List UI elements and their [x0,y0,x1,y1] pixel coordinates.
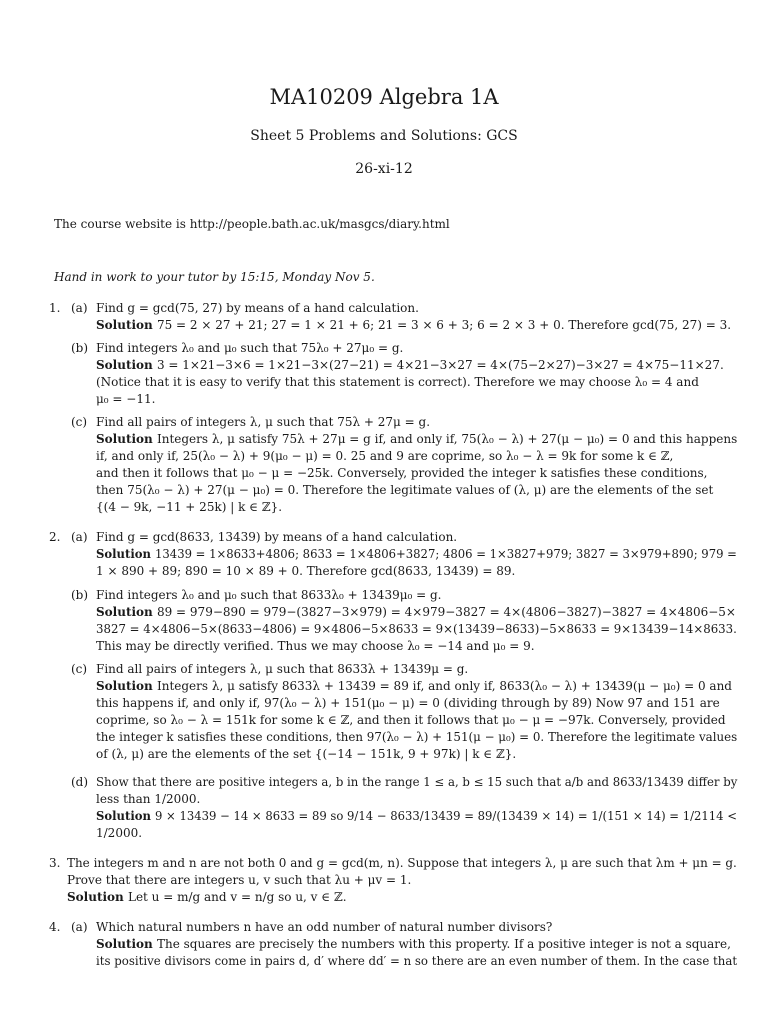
line-text: coprime, so λ₀ − λ = 151k for some k ∈ ℤ, and then it follows that μ₀ − μ = −97k. Conversely, provided [96,713,726,727]
text-line [96,587,442,604]
text-line [96,340,403,357]
part-label: (b) [71,341,89,355]
line-text: 1 × 890 + 89; 890 = 10 × 89 + 0. Therefore gcd(8633, 13439) = 89. [96,564,516,578]
text-line [96,448,673,465]
line-text: and then it follows that μ₀ − μ = −25k. Conversely, provided the integer k satisfies these conditions, [96,466,708,480]
line-text: 3827 = 4×4806−5×(8633−4806) = 9×4806−5×8633 = 9×(13439−8633)−5×8633 = 9×13439−14×8633. [96,622,737,636]
text-line [96,661,468,678]
line-text: {(4 − 9k, −11 + 25k) | k ∈ ℤ}. [96,500,283,514]
line-text: 3 = 1×21−3×6 = 1×21−3×(27−21) = 4×21−3×27 = 4×(75−2×27)−3×27 = 4×75−11×27. [156,358,724,372]
text-line [96,482,713,499]
solution-line [96,317,731,334]
solution-label: Solution [96,358,157,372]
document-title: MA10209 Algebra 1A [269,85,499,109]
text-line [96,695,720,712]
hand-in-note: Hand in work to your tutor by 15:15, Monday Nov 5. [54,270,375,284]
line-text: (Notice that it is easy to verify that this statement is correct). Therefore we may choose λ₀ = 4 and [96,375,699,389]
solution-line [96,604,736,621]
text-line [96,499,282,516]
line-text: Find all pairs of integers λ, μ such that 75λ + 27μ = g. [96,415,431,429]
line-text: Prove that there are integers u, v such that λu + μv = 1. [67,873,412,887]
line-text: Find g = gcd(75, 27) by means of a hand calculation. [96,301,419,315]
part-label: (a) [71,530,88,544]
document-subtitle: Sheet 5 Problems and Solutions: GCS [250,128,518,144]
line-text: if, and only if, 25(λ₀ − λ) + 9(μ₀ − μ) = 0. 25 and 9 are coprime, so λ₀ − λ = 9k for some k ∈ ℤ, [96,449,674,463]
text-line [96,563,515,580]
line-text: The integers m and n are not both 0 and g = gcd(m, n). Suppose that integers λ, μ are such that λm + μn = g. [67,856,737,870]
text-line [96,919,552,936]
solution-label: Solution [96,605,157,619]
text-line [96,791,200,808]
line-text: Which natural numbers n have an odd number of natural number divisors? [96,920,553,934]
solution-label: Solution [96,937,157,951]
text-line [96,391,155,408]
part-label: (a) [71,920,88,934]
text-line [96,465,708,482]
solution-label: Solution [96,547,156,561]
line-text: 75 = 2 × 27 + 21; 27 = 1 × 21 + 6; 21 = 3 × 6 + 3; 6 = 2 × 3 + 0. Therefore gcd(75, 27) = 3. [156,318,732,332]
text-line [96,638,535,655]
line-text: this happens if, and only if, 97(λ₀ − λ) + 151(μ₀ − μ) = 0 (dividing through by 89) Now 97 and 151 are [96,696,720,710]
solution-label: Solution [67,890,128,904]
line-text: μ₀ = −11. [96,392,156,406]
solution-label: Solution [96,318,157,332]
text-line [96,374,699,391]
part-label: (c) [71,415,88,429]
line-text: 9 × 13439 − 14 × 8633 = 89 so 9/14 − 8633/13439 = 89/(13439 × 14) = 1/(151 × 14) = 1/2114 < [154,809,737,823]
text-line [96,414,430,431]
text-line [96,825,142,842]
line-text: Find integers λ₀ and μ₀ such that 8633λ₀ + 13439μ₀ = g. [96,588,442,602]
solution-line [67,889,347,906]
text-line [96,746,516,763]
line-text: of (λ, μ) are the elements of the set {(−14 − 151k, 9 + 97k) | k ∈ ℤ}. [96,747,517,761]
line-text: Integers λ, μ satisfy 75λ + 27μ = g if, and only if, 75(λ₀ − λ) + 27(μ − μ₀) = 0 and this happens [156,432,738,446]
text-line [67,855,737,872]
line-text: 1/2000. [96,826,143,840]
line-text: Show that there are positive integers a, b in the range 1 ≤ a, b ≤ 15 such that a/b and 8633/13439 differ by [96,775,738,789]
line-text: This may be directly verified. Thus we may choose λ₀ = −14 and μ₀ = 9. [96,639,535,653]
solution-label: Solution [96,432,157,446]
line-text: Find g = gcd(8633, 13439) by means of a hand calculation. [96,530,458,544]
line-text: Find integers λ₀ and μ₀ such that 75λ₀ + 27μ₀ = g. [96,341,404,355]
text-line [96,529,457,546]
line-text: Let u = m/g and v = n/g so u, v ∈ ℤ. [127,890,347,904]
line-text: The squares are precisely the numbers with this property. If a positive integer is not a square, [156,937,731,951]
part-label: (a) [71,301,88,315]
text-line [67,872,411,889]
solution-line [96,936,731,953]
website-note: The course website is http://people.bath.ac.uk/masgcs/diary.html [54,217,450,231]
line-text: the integer k satisfies these conditions, then 97(λ₀ − λ) + 151(μ − μ₀) = 0. Therefore the legitimate values [96,730,738,744]
line-text: 13439 = 1×8633+4806; 8633 = 1×4806+3827; 4806 = 1×3827+979; 3827 = 3×979+890; 979 = [155,547,737,561]
text-line [96,953,737,970]
problem-number: 1. [49,301,61,315]
solution-label: Solution [96,679,157,693]
part-label: (b) [71,588,89,602]
problem-number: 2. [49,530,61,544]
line-text: then 75(λ₀ − λ) + 27(μ − μ₀) = 0. Therefore the legitimate values of (λ, μ) are the elements of the set [96,483,714,497]
part-label: (c) [71,662,88,676]
line-text: 89 = 979−890 = 979−(3827−3×979) = 4×979−3827 = 4×(4806−3827)−3827 = 4×4806−5× [156,605,736,619]
solution-line [96,431,737,448]
line-text: less than 1/2000. [96,792,201,806]
line-text: its positive divisors come in pairs d, d′ where dd′ = n so there are an even number of them. In the case that [96,954,738,968]
solution-line [96,808,737,825]
solution-label: Solution [96,809,155,823]
text-line [96,300,419,317]
text-line [96,729,737,746]
problem-number: 3. [49,856,61,870]
problem-number: 4. [49,920,61,934]
solution-line [96,546,737,563]
text-line [96,774,737,791]
document-date: 26-xi-12 [355,161,413,177]
solution-line [96,678,732,695]
line-text: Integers λ, μ satisfy 8633λ + 13439 = 89 if, and only if, 8633(λ₀ − λ) + 13439(μ − μ₀) = 0 and [156,679,732,693]
part-label: (d) [71,775,89,789]
text-line [96,621,737,638]
text-line [96,712,726,729]
solution-line [96,357,724,374]
line-text: Find all pairs of integers λ, μ such that 8633λ + 13439μ = g. [96,662,469,676]
